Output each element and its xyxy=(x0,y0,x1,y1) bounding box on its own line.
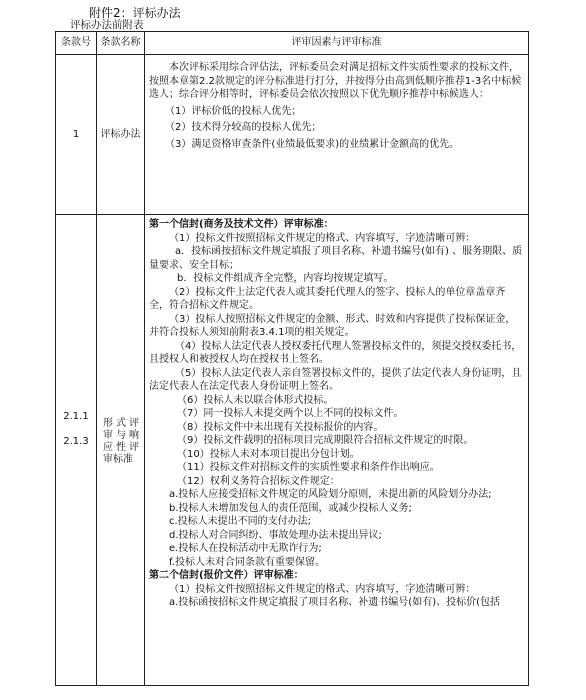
clause-number: 2.1.1 xyxy=(63,411,89,422)
header-clause-number: 条款号 xyxy=(56,32,97,55)
criteria-line: b.投标人未增加发包人的责任范围，或减少投标人义务; xyxy=(169,502,412,514)
table-row xyxy=(56,215,529,686)
criteria-paragraph: 本次评标采用综合评估法，评标委员会对满足招标文件实质性要求的投标文件，按照本章第2.2款规定的评分标准进行打分，并按得分由高到低顺序推荐1-3名中标候选人；综合评分相等时，评标委员会依次按照以下优先顺序推荐中标候选人： xyxy=(149,62,522,100)
criteria-line: （7）同一投标人未提交两个以上不同的投标文件。 xyxy=(177,408,404,419)
table-caption: 评标办法前附表 xyxy=(70,19,144,31)
criteria-line: （3）投标人按照招标文件规定的金额、形式、时效和内容提供了投标保证金，并符合投标人须知前附表3.4.1项的相关规定。 xyxy=(149,313,516,338)
document-title: 附件2：评标办法 xyxy=(89,6,181,20)
clause-name: 评标办法 xyxy=(97,55,145,215)
criteria-line: b．投标文件组成齐全完整，内容均按规定填写。 xyxy=(177,273,394,284)
criteria-line: a.投标人应接受招标文件规定的风险划分原则，未提出新的风险划分办法; xyxy=(169,489,492,500)
header-criteria: 评审因素与评审标准 xyxy=(145,32,529,55)
evaluation-table xyxy=(55,31,529,686)
criteria-line: a．投标函按招标文件规定填报了项目名称、补遗书编号(如有) 、服务期限、质量要求、安全目标； xyxy=(149,246,523,271)
clause-name: 形式评审与响应性评审标准 xyxy=(103,418,139,465)
header-clause-name: 条款名称 xyxy=(97,32,145,55)
criteria-line: （12）权利义务符合招标文件规定： xyxy=(177,475,340,487)
clause-number-cell xyxy=(56,215,97,686)
criteria-line: （10）投标人未对本项目提出分包计划。 xyxy=(177,448,360,460)
priority-item: （3）满足资格审查条件(业绩最低要求)的业绩累计金额高的优先。 xyxy=(165,138,460,150)
criteria-line: （1）投标文件按照招标文件规定的格式、内容填写，字迹清晰可辨： xyxy=(169,232,476,244)
section-heading: 第一个信封(商务及技术文件）评审标准： xyxy=(149,219,334,230)
clause-name-cell xyxy=(97,215,145,686)
criteria-line: f.投标人未对合同条款有重要保留。 xyxy=(169,556,325,568)
criteria-line: （5）投标人法定代表人亲自签署投标文件的，提供了法定代表人身份证明，且法定代表人在法定代表人身份证明上签名。 xyxy=(149,367,522,392)
criteria-line: c.投标人未提出不同的支付办法; xyxy=(169,516,312,527)
criteria-line: （11）投标文件对招标文件的实质性要求和条件作出响应。 xyxy=(177,462,440,473)
criteria-cell xyxy=(145,55,529,215)
criteria-cell xyxy=(145,215,529,686)
priority-item: （1）评标价低的投标人优先； xyxy=(165,105,302,117)
clause-number: 1 xyxy=(56,55,97,215)
criteria-line: （1）投标文件按照招标文件规定的格式、内容填写，字迹清晰可辨： xyxy=(169,583,476,595)
criteria-line: （2）投标文件上法定代表人或其委托代理人的签字、投标人的单位章盖章齐全，符合招标文件规定。 xyxy=(149,286,506,311)
table-header-row xyxy=(56,32,529,55)
criteria-line: e.投标人在投标活动中无欺诈行为; xyxy=(169,543,322,554)
criteria-line: （8）投标文件中未出现有关投标报价的内容。 xyxy=(177,421,384,433)
table-row xyxy=(56,55,529,215)
criteria-line: （6）投标人未以联合体形式投标。 xyxy=(177,394,334,406)
priority-item: （2）技术得分较高的投标人优先； xyxy=(165,122,322,133)
clause-number: 2.1.3 xyxy=(63,435,89,447)
criteria-line: （9）投标文件载明的招标项目完成期限符合招标文件规定的时限。 xyxy=(177,435,474,446)
criteria-line: d.投标人对合同纠纷、事故处理办法未提出异议; xyxy=(169,529,382,541)
criteria-line: （4）投标人法定代表人授权委托代理人签署投标文件的，须提交授权委托书，且授权人和被授权人均在授权书上签名。 xyxy=(149,340,522,365)
section-heading: 第二个信封(报价文件）评审标准： xyxy=(149,570,304,581)
criteria-line: a.投标函按招标文件规定填报了项目名称、补遗书编号(如有)、投标价(包括 xyxy=(169,597,501,608)
